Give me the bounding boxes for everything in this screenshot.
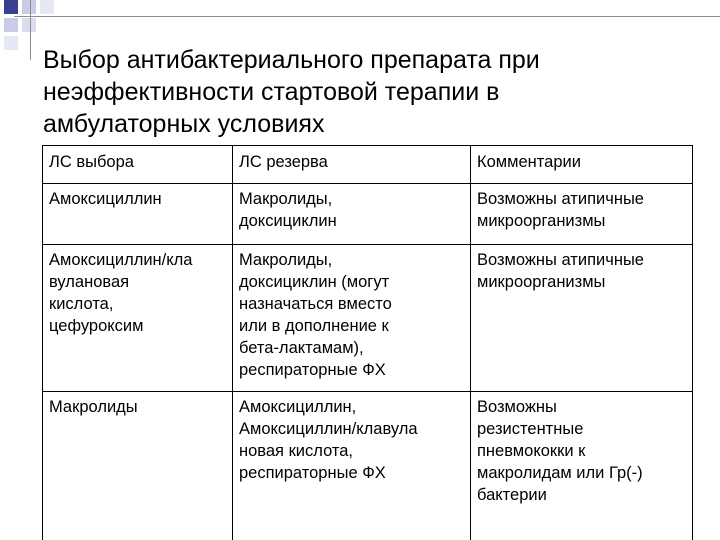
cell-reserve: Макролиды, доксициклин — [233, 184, 471, 245]
title-line: Выбор антибактериального препарата при — [43, 46, 540, 74]
table-row — [43, 245, 693, 392]
header-cell-reserve: ЛС резерва — [233, 146, 471, 184]
header-cell-comment: Комментарии — [471, 146, 693, 184]
decor-square — [4, 18, 18, 32]
cell-comment: Возможны атипичные микроорганизмы — [471, 184, 693, 245]
cell-choice: Амоксициллин/кла вулановая кислота, цефуроксим — [43, 245, 233, 392]
title-line: неэффективности стартовой терапии в — [43, 78, 500, 106]
header-cell-choice: ЛС выбора — [43, 146, 233, 184]
cell-reserve: Макролиды, доксициклин (могут назначаться вместо или в дополнение к бета-лактамам), респираторные ФХ — [233, 245, 471, 392]
title-vertical-rule — [30, 0, 31, 60]
table-row — [43, 392, 693, 540]
cell-reserve: Амоксициллин, Амоксициллин/клавула новая кислота, респираторные ФХ — [233, 392, 471, 540]
decor-square — [22, 18, 36, 32]
decor-square — [40, 0, 54, 14]
title-horizontal-rule — [14, 16, 720, 17]
title-line: амбулаторных условиях — [43, 110, 325, 138]
antibiotic-table — [42, 145, 693, 540]
cell-comment: Возможны резистентные пневмококки к макролидам или Гр(-) бактерии — [471, 392, 693, 540]
decor-square — [4, 36, 18, 50]
table-header-row — [43, 146, 693, 184]
cell-comment: Возможны атипичные микроорганизмы — [471, 245, 693, 392]
cell-choice: Амоксициллин — [43, 184, 233, 245]
decor-square — [22, 0, 36, 14]
table-row — [43, 184, 693, 245]
slide-title — [43, 44, 703, 140]
decor-square — [4, 0, 18, 14]
cell-choice: Макролиды — [43, 392, 233, 540]
